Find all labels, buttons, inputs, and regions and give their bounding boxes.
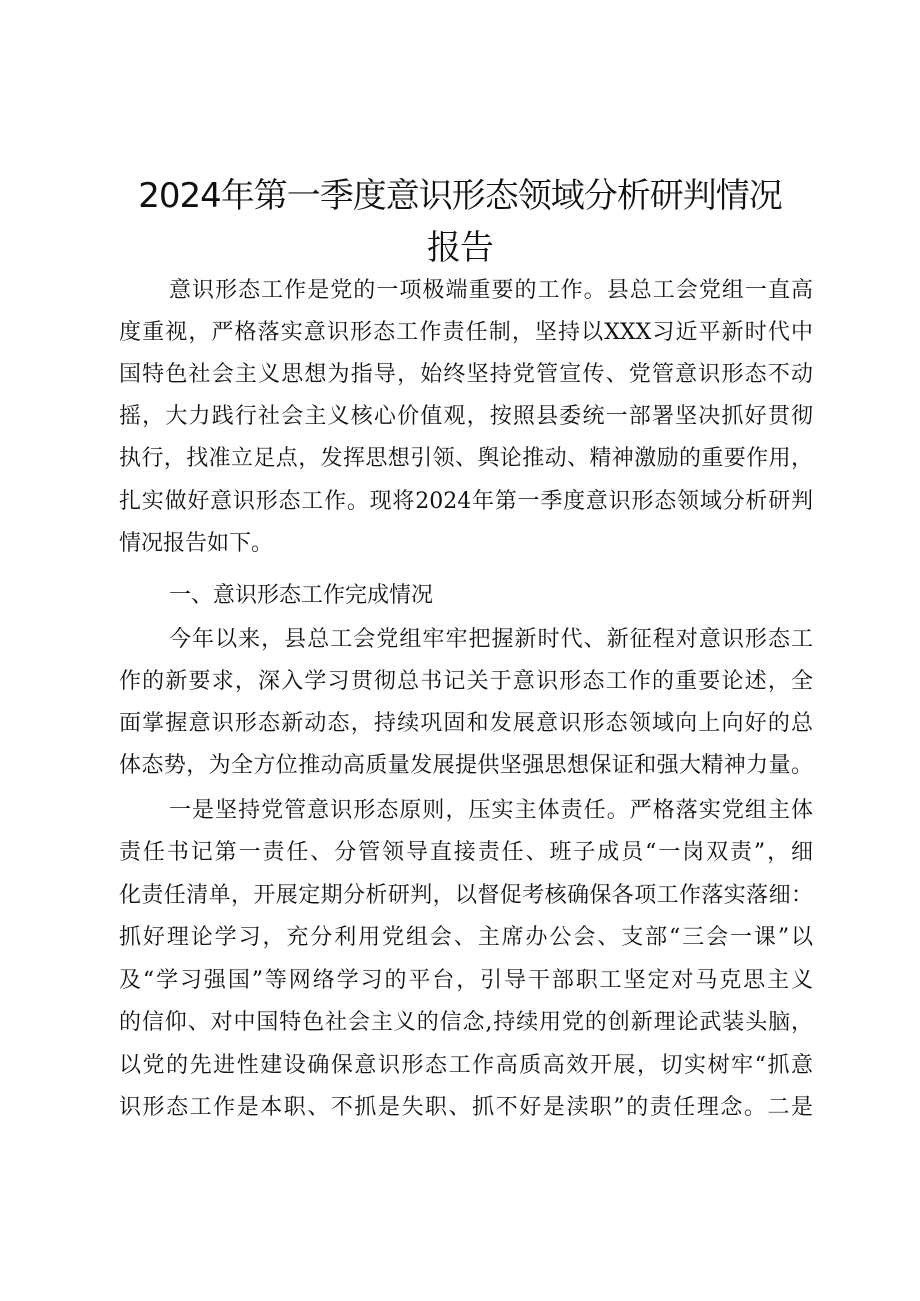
paragraph-1-line: 情况报告如下。 [119,531,274,556]
paragraph-2-line: 作的新要求，深入学习贯彻总书记关于意识形态工作的重要论述，全 [119,669,813,694]
paragraph-2-line: 面掌握意识形态新动态，持续巩固和发展意识形态领域向上向好的总 [119,711,813,736]
paragraph-1-line: 度重视，严格落实意识形态工作责任制，坚持以XXX习近平新时代中 [119,320,813,345]
paragraph-1-line: 扎实做好意识形态工作。现将2024年第一季度意识形态领域分析研判 [119,489,813,514]
paragraph-1-line: 意识形态工作是党的一项极端重要的工作。县总工会党组一直高 [169,278,813,303]
section-heading: 一、意识形态工作完成情况 [169,583,434,608]
paragraph-3-line: 识形态工作是本职、不抓是失职、抓不好是渎职”的责任理念。二是 [119,1095,813,1120]
document-title-line-2: 报告 [427,228,493,268]
paragraph-3-line: 以党的先进性建设确保意识形态工作高质高效开展，切实树牢“抓意 [119,1053,813,1078]
paragraph-3-line: 化责任清单，开展定期分析研判，以督促考核确保各项工作落实落细： [119,883,813,908]
document-title-line-1: 2024年第一季度意识形态领域分析研判情况 [138,176,782,216]
paragraph-3-line: 一是坚持党管意识形态原则，压实主体责任。严格落实党组主体 [169,798,813,823]
paragraph-3-line: 及“学习强国”等网络学习的平台，引导干部职工坚定对马克思主义 [119,968,813,993]
paragraph-1-line: 执行，找准立足点，发挥思想引领、舆论推动、精神激励的重要作用， [119,446,813,471]
paragraph-2-line: 今年以来，县总工会党组牢牢把握新时代、新征程对意识形态工 [169,627,813,652]
paragraph-1-line: 国特色社会主义思想为指导，始终坚持党管宣传、党管意识形态不动 [119,362,813,387]
paragraph-3-line: 责任书记第一责任、分管领导直接责任、班子成员“一岗双责”，细 [119,840,813,865]
paragraph-2-line: 体态势，为全方位推动高质量发展提供坚强思想保证和强大精神力量。 [119,753,813,778]
paragraph-3-line: 抓好理论学习，充分利用党组会、主席办公会、支部“三会一课”以 [119,925,813,950]
paragraph-3-line: 的信仰、对中国特色社会主义的信念,持续用党的创新理论武装头脑， [119,1010,813,1035]
paragraph-1-line: 摇，大力践行社会主义核心价值观，按照县委统一部署坚决抓好贯彻 [119,404,813,429]
